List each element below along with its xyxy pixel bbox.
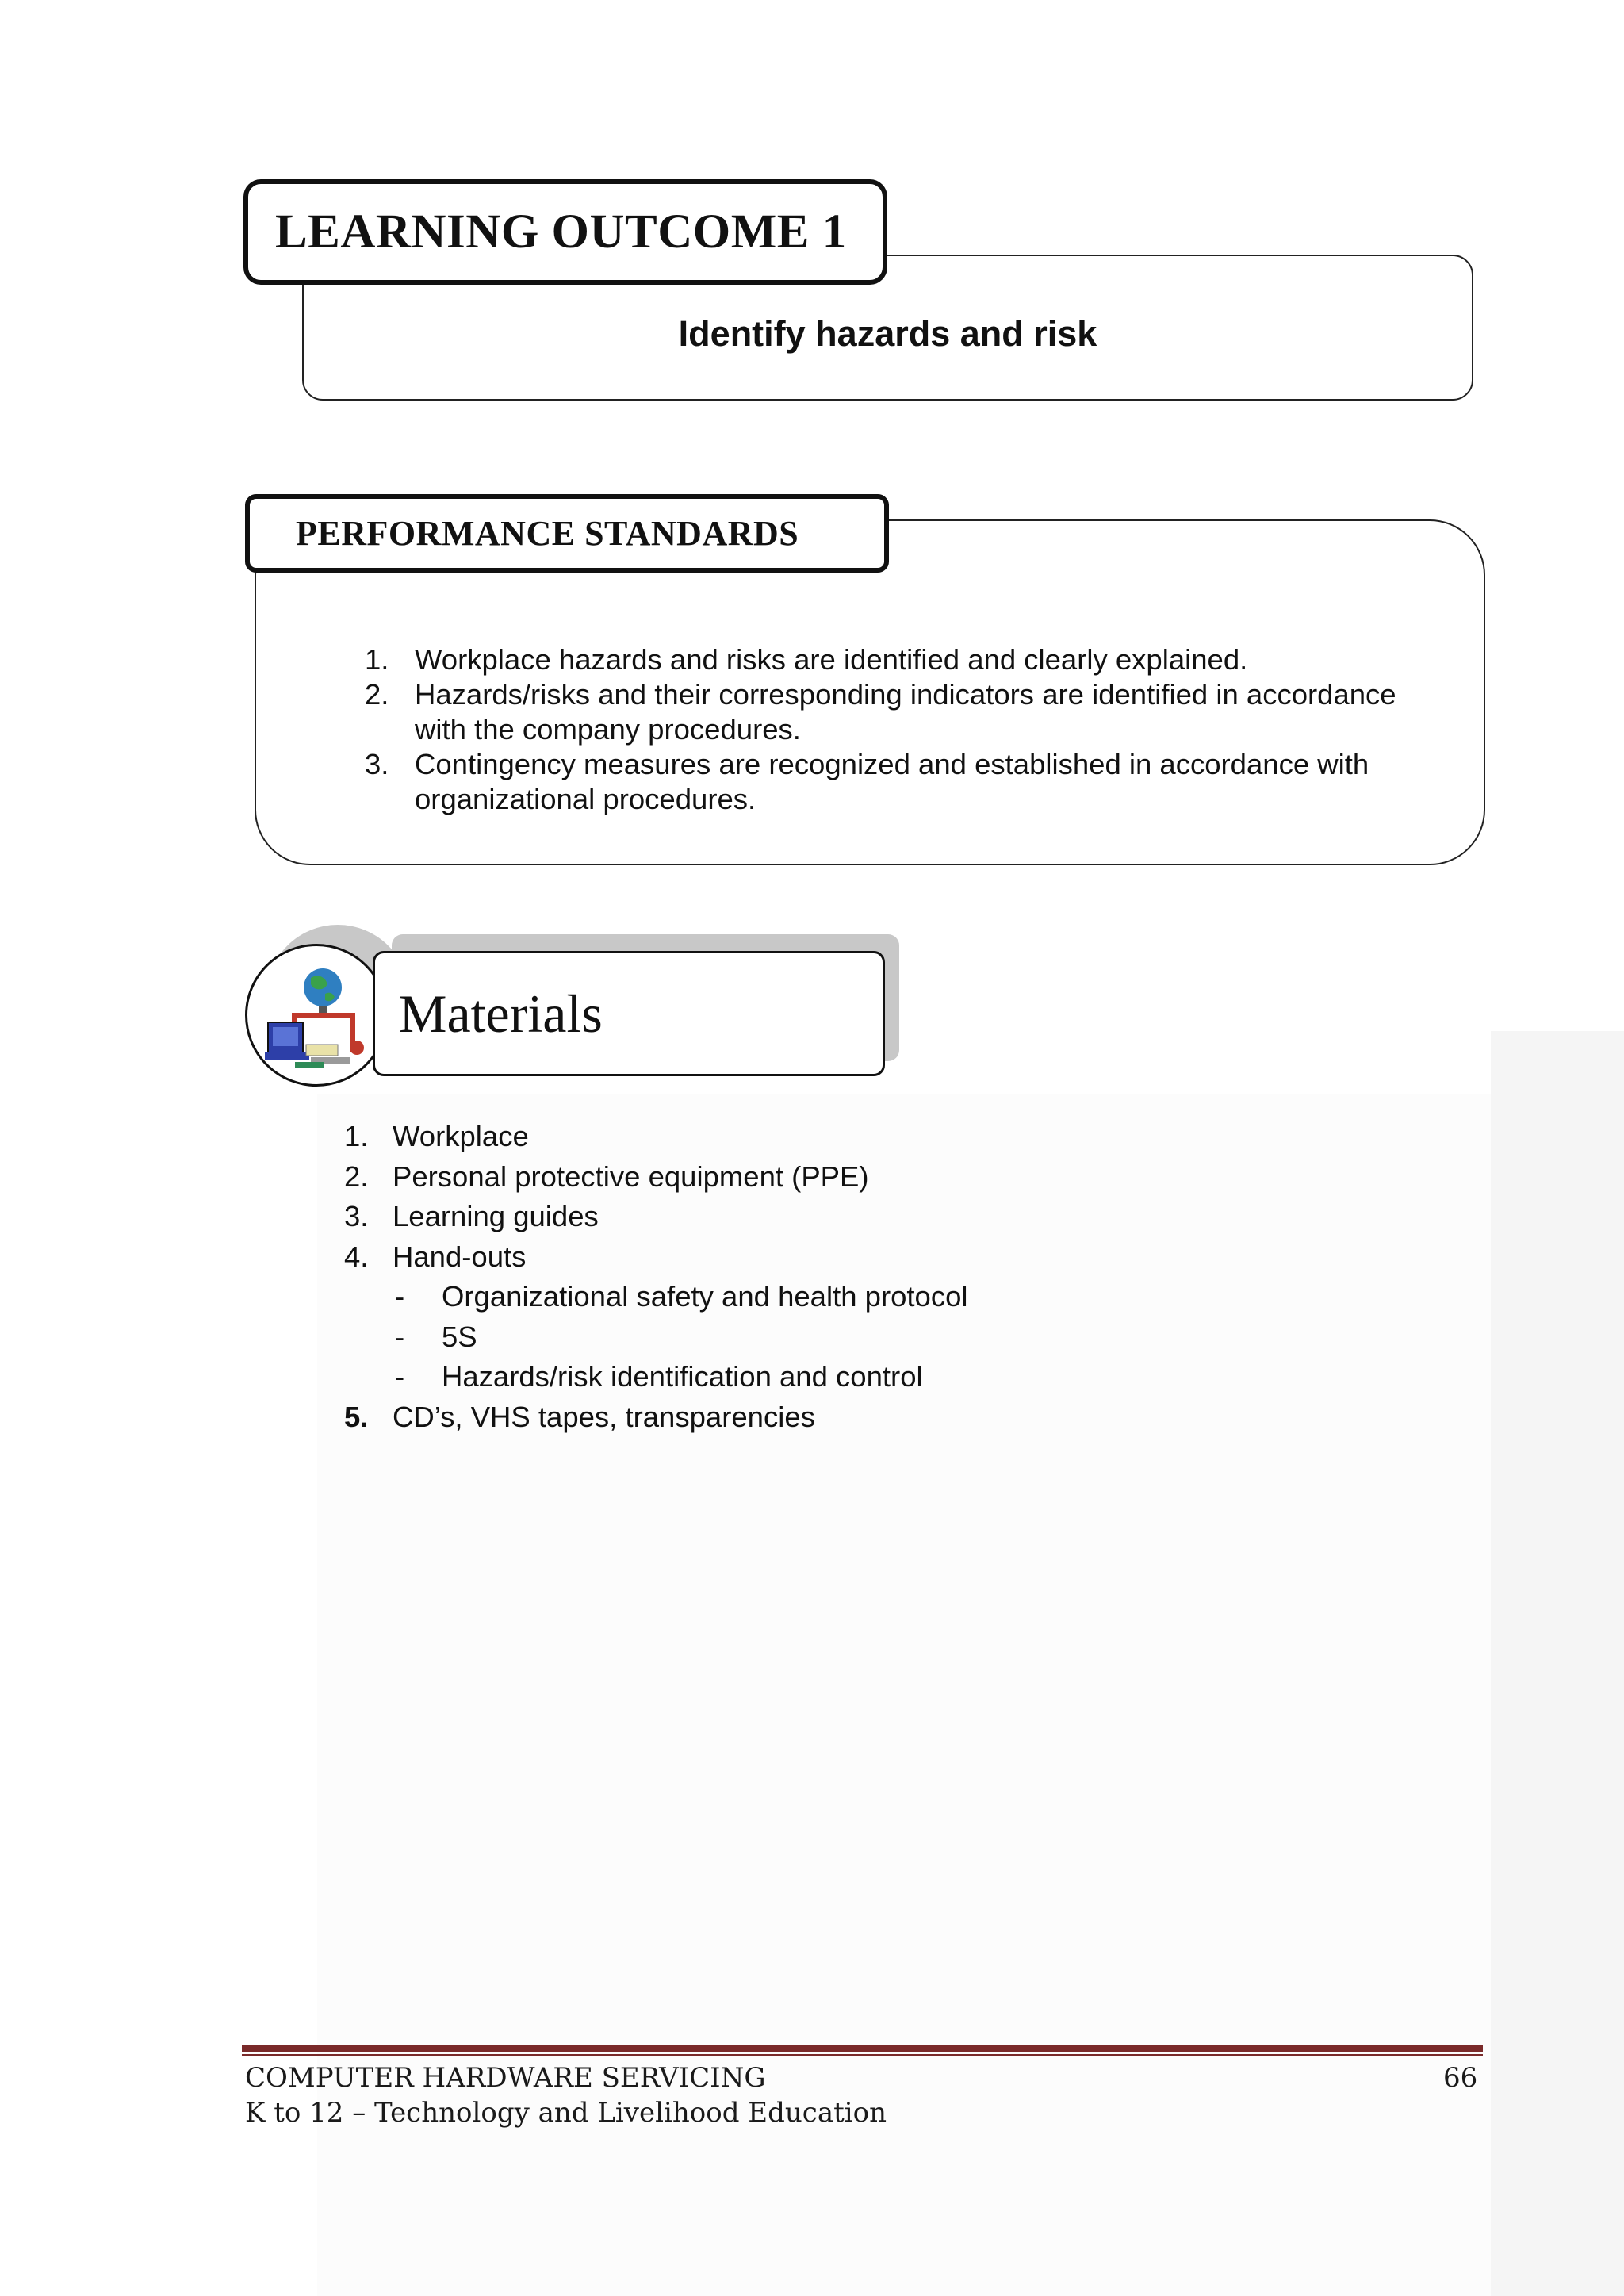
item-number: 2. <box>365 678 389 711</box>
learning-outcome-subtitle: Identify hazards and risk <box>678 313 1097 354</box>
item-text: Learning guides <box>393 1200 599 1232</box>
item-number: 4. <box>344 1240 369 1273</box>
sublist-item <box>393 1317 1373 1358</box>
footer-course-title: COMPUTER HARDWARE SERVICING <box>245 2062 766 2094</box>
item-number: 1. <box>344 1120 369 1152</box>
list-item <box>343 1197 1373 1237</box>
list-item <box>343 1397 1373 1438</box>
handouts-sublist <box>393 1277 1373 1397</box>
dash-bullet: - <box>395 1360 405 1393</box>
sublist-item <box>393 1277 1373 1317</box>
learning-outcome-title: LEARNING OUTCOME 1 <box>275 205 847 259</box>
sublist-item <box>393 1357 1373 1397</box>
globe-computer-icon <box>245 944 388 1087</box>
item-text: Hand-outs <box>393 1240 527 1273</box>
dash-bullet: - <box>395 1280 405 1313</box>
list-item <box>343 1237 1373 1397</box>
item-number: 1. <box>365 643 389 676</box>
materials-title: Materials <box>399 983 603 1044</box>
item-text: Contingency measures are recognized and established in accordance with organizational procedures. <box>415 748 1369 815</box>
dash-bullet: - <box>395 1320 405 1353</box>
item-number: 5. <box>344 1400 369 1433</box>
performance-standards-title: PERFORMANCE STANDARDS <box>296 514 799 553</box>
item-number: 3. <box>365 748 389 780</box>
footer-program-title: K to 12 – Technology and Livelihood Education <box>245 2097 887 2129</box>
item-text: Hazards/risks and their corresponding indicators are identified in accordance with the company procedures. <box>415 678 1396 746</box>
learning-outcome-title-box <box>243 179 887 285</box>
item-text: Workplace hazards and risks are identified and clearly explained. <box>415 643 1248 676</box>
footer-rule-thin <box>242 2054 1483 2056</box>
performance-standards-title-box <box>245 494 889 573</box>
sublist-item-text: Hazards/risk identification and control <box>442 1360 923 1393</box>
item-text: Workplace <box>393 1120 529 1152</box>
list-item <box>343 1117 1373 1157</box>
list-item <box>361 642 1455 677</box>
list-item <box>343 1157 1373 1198</box>
page-number: 66 <box>1443 2062 1478 2094</box>
sublist-item-text: Organizational safety and health protocol <box>442 1280 968 1313</box>
page-edge-shade <box>1491 1031 1624 2296</box>
footer-rule <box>242 2045 1483 2052</box>
list-item <box>361 747 1455 817</box>
materials-list <box>343 1117 1373 1437</box>
materials-title-box <box>373 951 885 1076</box>
item-number: 2. <box>344 1159 369 1193</box>
item-number: 3. <box>344 1200 369 1232</box>
sublist-item-text: 5S <box>442 1320 477 1353</box>
item-text: Personal protective equipment (PPE) <box>393 1159 869 1193</box>
item-text: CD’s, VHS tapes, transparencies <box>393 1400 815 1433</box>
list-item <box>361 677 1455 747</box>
performance-standards-list <box>361 642 1455 817</box>
